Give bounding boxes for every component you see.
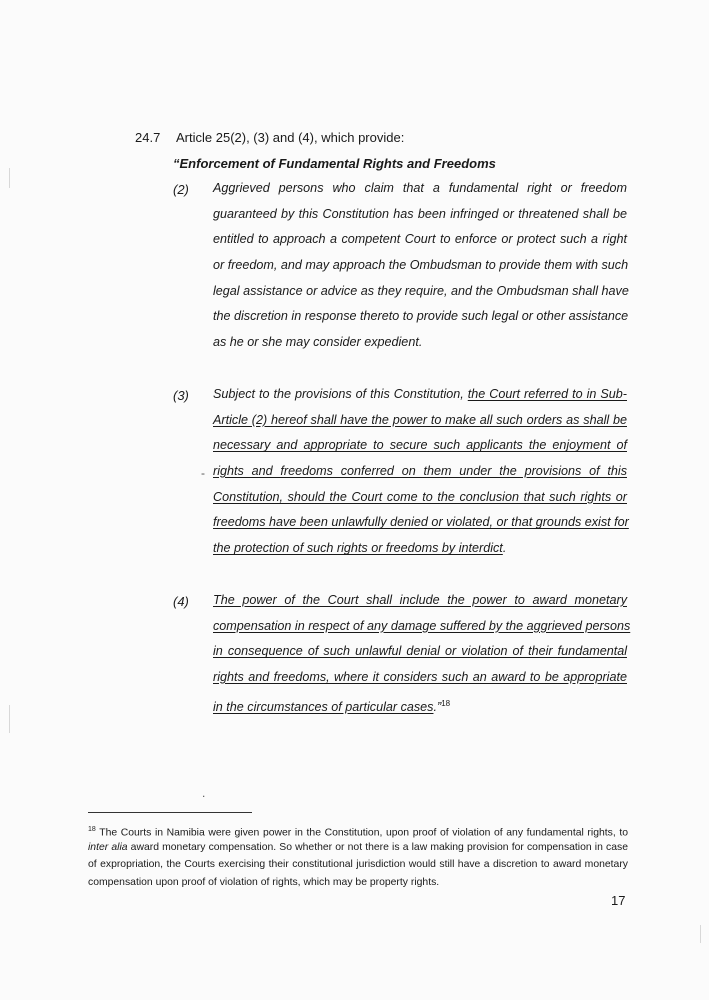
subarticle-2-number: (2) [173,182,189,197]
subarticle-4-text [213,588,631,716]
subarticle-3-text [213,382,627,562]
text-segment: . [502,541,507,556]
subarticle-3-number: (3) [173,388,189,403]
text-line [213,382,627,408]
underlined-text-line: necessary and appropriate to secure such applicants the enjoyment of [213,438,627,453]
underlined-text-line: Article (2) hereof shall have the power to make all such orders as shall be [213,412,627,427]
scan-margin-line [9,705,10,733]
underlined-text-line: Constitution, should the Court come to the conclusion that such rights or [213,489,627,504]
footnote-line: compensation upon proof of violation of rights, which may be property rights. [88,876,440,888]
underlined-text-line: in consequence of such unlawful denial or violation of their fundamental [213,644,627,659]
underlined-text-line: freedoms have been unlawfully denied or violated, or that grounds exist for [213,515,629,530]
text-line [213,691,627,717]
text-segment: The Courts in Namibia were given power in the Constitution, upon proof of violation of any fundamental rights, to [99,827,628,839]
paragraph-number: 24.7 [135,130,161,145]
underlined-text: in the circumstances of particular cases [213,699,434,714]
text-segment: .” [433,699,442,714]
page-number: 17 [611,893,626,908]
footnote [88,821,628,891]
underlined-text: the protection of such rights or freedoms by interdict [213,541,503,556]
scan-margin-line [9,168,10,188]
scan-margin-line [700,925,701,943]
text-line: the discretion in response thereto to provide such legal or other assistance [213,309,629,324]
subarticle-2-text [213,176,627,356]
quoted-heading: “Enforcement of Fundamental Rights and Freedoms [173,156,496,171]
text-line: legal assistance or advice as they require, and the Ombudsman shall have [213,283,629,298]
text-segment: award monetary compensation. So whether or not there is a law making provision for compensation in case [127,841,628,853]
underlined-text: the Court referred to in Sub- [467,387,627,401]
footnote-separator [88,812,252,813]
text-line: or freedom, and may approach the Ombudsman to provide them with such [213,258,629,273]
italic-text: inter alia [88,841,128,853]
margin-mark: . [202,786,206,800]
text-line: guaranteed by this Constitution has been infringed or threatened shall be [213,206,627,221]
text-line: as he or she may consider expedient. [213,335,423,350]
underlined-text-line: rights and freedoms, where it considers such an award to be appropriate [213,670,627,685]
footnote-line [88,821,628,839]
underlined-text-line: compensation in respect of any damage suffered by the aggrieved persons [213,618,631,633]
footnote-reference: 18 [441,698,451,708]
text-line: entitled to approach a competent Court to enforce or protect such a right [213,232,627,247]
subarticle-4-number: (4) [173,594,189,609]
text-line [213,536,627,562]
underlined-text-line: rights and freedoms conferred on them under the provisions of this [213,464,627,479]
margin-mark: - [201,466,205,480]
footnote-line [88,839,628,857]
underlined-text-line: The power of the Court shall include the power to award monetary [213,593,627,607]
text-line: Aggrieved persons who claim that a fundamental right or freedom [213,181,627,195]
text-segment: Subject to the provisions of this Constitution, [213,387,468,401]
footnote-number: 18 [88,826,96,833]
paragraph-intro: Article 25(2), (3) and (4), which provide: [176,130,405,145]
footnote-line: of expropriation, the Courts exercising their constitutional jurisdiction would still have a discretion to award monetary [88,859,628,871]
